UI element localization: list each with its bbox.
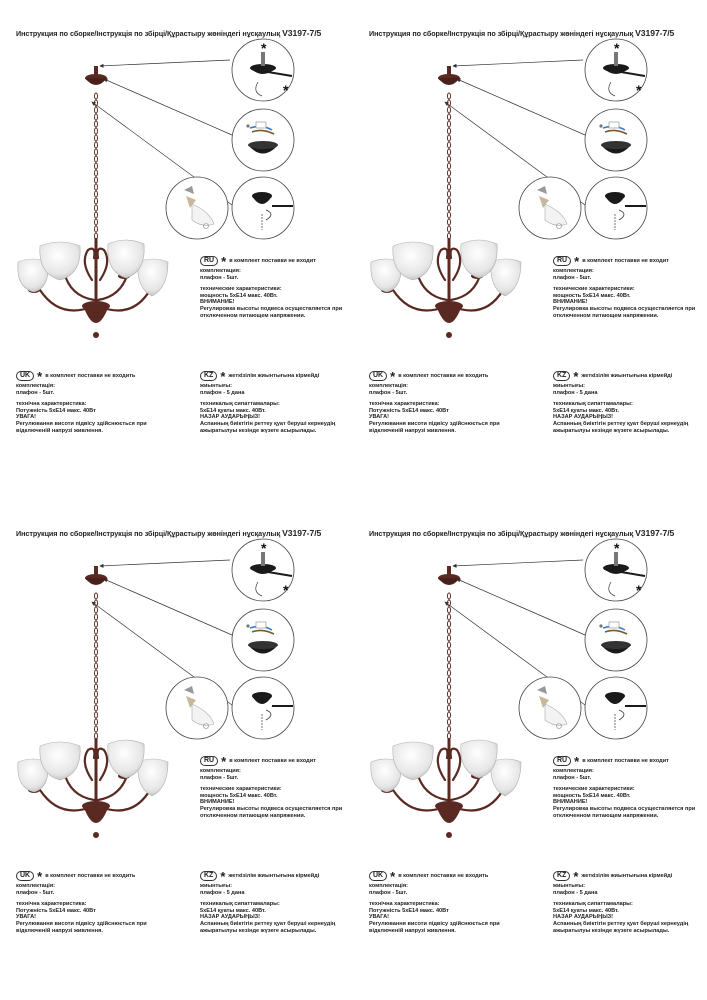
spec-label: технические характеристики: [200,786,282,793]
set-value: плафон - 5шт. [553,274,592,281]
kz-section [200,868,350,934]
set-value: плафон - 5шт. [200,274,239,281]
not-included-note: в комплект поставки не входить [398,872,489,879]
language-badge-ru: RU [200,256,218,266]
set-value: плафон - 5шт. [16,389,55,396]
asterisk-icon: * [261,40,267,56]
model-number: V3197-7/5 [635,28,675,38]
spec-value: мощность 5хЕ14 макс. 40Вт. [553,792,631,799]
warning-text: Регулировка высоты подвеса осуществляется при отключенном питающем напряжении. [200,805,343,819]
model-number: V3197-7/5 [282,528,322,538]
set-label: комплектація: [16,883,55,889]
warning-label: УВАГА! [369,914,390,921]
not-included-note: в комплект поставки не входить [398,372,489,379]
spec-value: Потужність 5хЕ14 макс. 40Вт [16,407,96,414]
not-included-note: жеткізілім жиынтығына кірмейді [228,372,320,379]
asterisk-icon: * [283,82,289,98]
asterisk-icon: * [573,868,579,884]
not-included-note: в комплект поставки не входить [45,872,136,879]
spec-label: технические характеристики: [553,286,635,293]
model-number: V3197-7/5 [282,28,322,38]
spec-value: Потужність 5хЕ14 макс. 40Вт [16,907,96,914]
warning-label: НАЗАР АУДАРЫҢЫЗ! [200,914,261,921]
spec-value: мощность 5хЕ14 макс. 40Вт. [200,792,278,799]
spec-label: технічна характеристика: [16,901,87,908]
set-label: комплектация: [200,768,241,774]
kz-section [553,368,703,434]
ceiling-canopy [438,66,460,85]
ru-section [553,253,703,319]
set-value: плафон - 5шт. [16,889,55,896]
asterisk-icon: * [614,40,620,56]
set-label: жиынтығы: [200,383,233,389]
set-value: плафон - 5шт. [200,774,239,781]
set-value: плафон - 5шт. [369,389,408,396]
warning-text: Регулювання висоти підвісу здійснюється при відключеній напрузі живлення. [369,420,500,434]
asterisk-icon: * [390,868,396,884]
asterisk-icon: * [390,368,396,384]
spec-label: технические характеристики: [553,786,635,793]
set-label: комплектація: [369,883,408,889]
warning-label: ВНИМАНИЕ! [553,799,588,806]
spec-label: технічна характеристика: [16,401,87,408]
language-badge-kz: KZ [553,871,570,881]
warning-text: Аспанның биіктігін реттеу қуат беруші кернеудің ажыратылуы кезінде жүзеге асырылады. [553,920,689,934]
uk-section [369,368,519,434]
warning-text: Аспанның биіктігін реттеу қуат беруші кернеудің ажыратылуы кезінде жүзеге асырылады. [200,420,336,434]
warning-label: НАЗАР АУДАРЫҢЫЗ! [553,914,614,921]
spec-label: техникалық сипаттамалары: [553,401,633,408]
not-included-note: в комплект поставки не входить [45,372,136,379]
asterisk-icon: * [261,540,267,556]
set-value: плафон - 5шт. [553,774,592,781]
warning-label: НАЗАР АУДАРЫҢЫЗ! [200,414,261,421]
spec-value: 5хЕ14 қуаты макс. 40Вт. [553,907,619,914]
asterisk-icon: * [574,253,580,269]
model-number: V3197-7/5 [635,528,675,538]
spec-label: технічна характеристика: [369,401,440,408]
warning-label: ВНИМАНИЕ! [200,799,235,806]
uk-section [16,868,166,934]
language-badge-ru: RU [200,756,218,766]
instruction-panel [0,0,353,500]
language-badge-ru: RU [553,756,571,766]
ceiling-canopy [438,566,460,585]
language-badge-kz: KZ [200,371,217,381]
spec-label: технічна характеристика: [369,901,440,908]
instruction-title: Инструкция по сборке/Інструкція по збірці/Құрастыру жөніндегі нұсқаулық V3197-7/5 [369,528,675,538]
warning-label: ВНИМАНИЕ! [553,299,588,306]
spec-label: техникалық сипаттамалары: [200,401,280,408]
spec-label: техникалық сипаттамалары: [200,901,280,908]
asterisk-icon: * [573,368,579,384]
instruction-title: Инструкция по сборке/Інструкція по збірці/Құрастыру жөніндегі нұсқаулық V3197-7/5 [369,28,675,38]
instruction-title: Инструкция по сборке/Інструкція по збірці/Құрастыру жөніндегі нұсқаулық V3197-7/5 [16,28,322,38]
set-label: жиынтығы: [553,883,586,889]
uk-section [369,868,519,934]
language-badge-uk: UK [369,871,387,881]
not-included-note: в комплект поставки не входит [229,257,316,264]
set-label: жиынтығы: [553,383,586,389]
ceiling-canopy [85,66,107,85]
chain [95,93,98,239]
ru-section [200,253,350,319]
warning-label: НАЗАР АУДАРЫҢЫЗ! [553,414,614,421]
warning-label: УВАГА! [16,914,37,921]
warning-label: ВНИМАНИЕ! [200,299,235,306]
asterisk-icon: * [221,753,227,769]
warning-text: Регулировка высоты подвеса осуществляется при отключенном питающем напряжении. [200,305,343,319]
set-label: комплектация: [553,268,594,274]
warning-text: Регулювання висоти підвісу здійснюється при відключеній напрузі живлення. [369,920,500,934]
set-value: плафон - 5 дана [200,389,245,396]
warning-label: УВАГА! [16,414,37,421]
spec-value: 5хЕ14 қуаты макс. 40Вт. [200,407,266,414]
chain [95,593,98,739]
spec-label: технические характеристики: [200,286,282,293]
set-value: плафон - 5 дана [553,389,598,396]
instruction-panel [353,0,706,500]
uk-section [16,368,166,434]
language-badge-ru: RU [553,256,571,266]
language-badge-kz: KZ [553,371,570,381]
spec-value: мощность 5хЕ14 макс. 40Вт. [553,292,631,299]
spec-value: Потужність 5хЕ14 макс. 40Вт [369,907,449,914]
chain [448,593,451,739]
warning-text: Аспанның биіктігін реттеу қуат беруші кернеудің ажыратылуы кезінде жүзеге асырылады. [553,420,689,434]
set-label: жиынтығы: [200,883,233,889]
ceiling-canopy [85,566,107,585]
spec-label: техникалық сипаттамалары: [553,901,633,908]
asterisk-icon: * [221,253,227,269]
set-value: плафон - 5 дана [200,889,245,896]
instruction-title: Инструкция по сборке/Інструкція по збірці/Құрастыру жөніндегі нұсқаулық V3197-7/5 [16,528,322,538]
spec-value: Потужність 5хЕ14 макс. 40Вт [369,407,449,414]
kz-section [200,368,350,434]
set-label: комплектація: [369,383,408,389]
set-label: комплектація: [16,383,55,389]
spec-value: 5хЕ14 қуаты макс. 40Вт. [200,907,266,914]
warning-text: Регулювання висоти підвісу здійснюється при відключеній напрузі живлення. [16,920,147,934]
not-included-note: в комплект поставки не входит [582,757,669,764]
set-label: комплектация: [200,268,241,274]
not-included-note: в комплект поставки не входит [582,257,669,264]
spec-value: мощность 5хЕ14 макс. 40Вт. [200,292,278,299]
instruction-panel [0,500,353,1000]
asterisk-icon: * [37,868,43,884]
warning-text: Регулировка высоты подвеса осуществляется при отключенном питающем напряжении. [553,805,696,819]
language-badge-kz: KZ [200,871,217,881]
not-included-note: жеткізілім жиынтығына кірмейді [581,372,673,379]
asterisk-icon: * [283,582,289,598]
asterisk-icon: * [37,368,43,384]
kz-section [553,868,703,934]
asterisk-icon: * [636,82,642,98]
set-value: плафон - 5шт. [369,889,408,896]
language-badge-uk: UK [369,371,387,381]
language-badge-uk: UK [16,871,34,881]
not-included-note: жеткізілім жиынтығына кірмейді [581,872,673,879]
ru-section [200,753,350,819]
ru-section [553,753,703,819]
not-included-note: жеткізілім жиынтығына кірмейді [228,872,320,879]
instruction-panel [353,500,706,1000]
chain [448,93,451,239]
warning-text: Регулировка высоты подвеса осуществляется при отключенном питающем напряжении. [553,305,696,319]
warning-text: Аспанның биіктігін реттеу қуат беруші кернеудің ажыратылуы кезінде жүзеге асырылады. [200,920,336,934]
asterisk-icon: * [614,540,620,556]
language-badge-uk: UK [16,371,34,381]
asterisk-icon: * [220,868,226,884]
warning-text: Регулювання висоти підвісу здійснюється при відключеній напрузі живлення. [16,420,147,434]
asterisk-icon: * [220,368,226,384]
asterisk-icon: * [636,582,642,598]
asterisk-icon: * [574,753,580,769]
not-included-note: в комплект поставки не входит [229,757,316,764]
warning-label: УВАГА! [369,414,390,421]
spec-value: 5хЕ14 қуаты макс. 40Вт. [553,407,619,414]
set-label: комплектация: [553,768,594,774]
set-value: плафон - 5 дана [553,889,598,896]
